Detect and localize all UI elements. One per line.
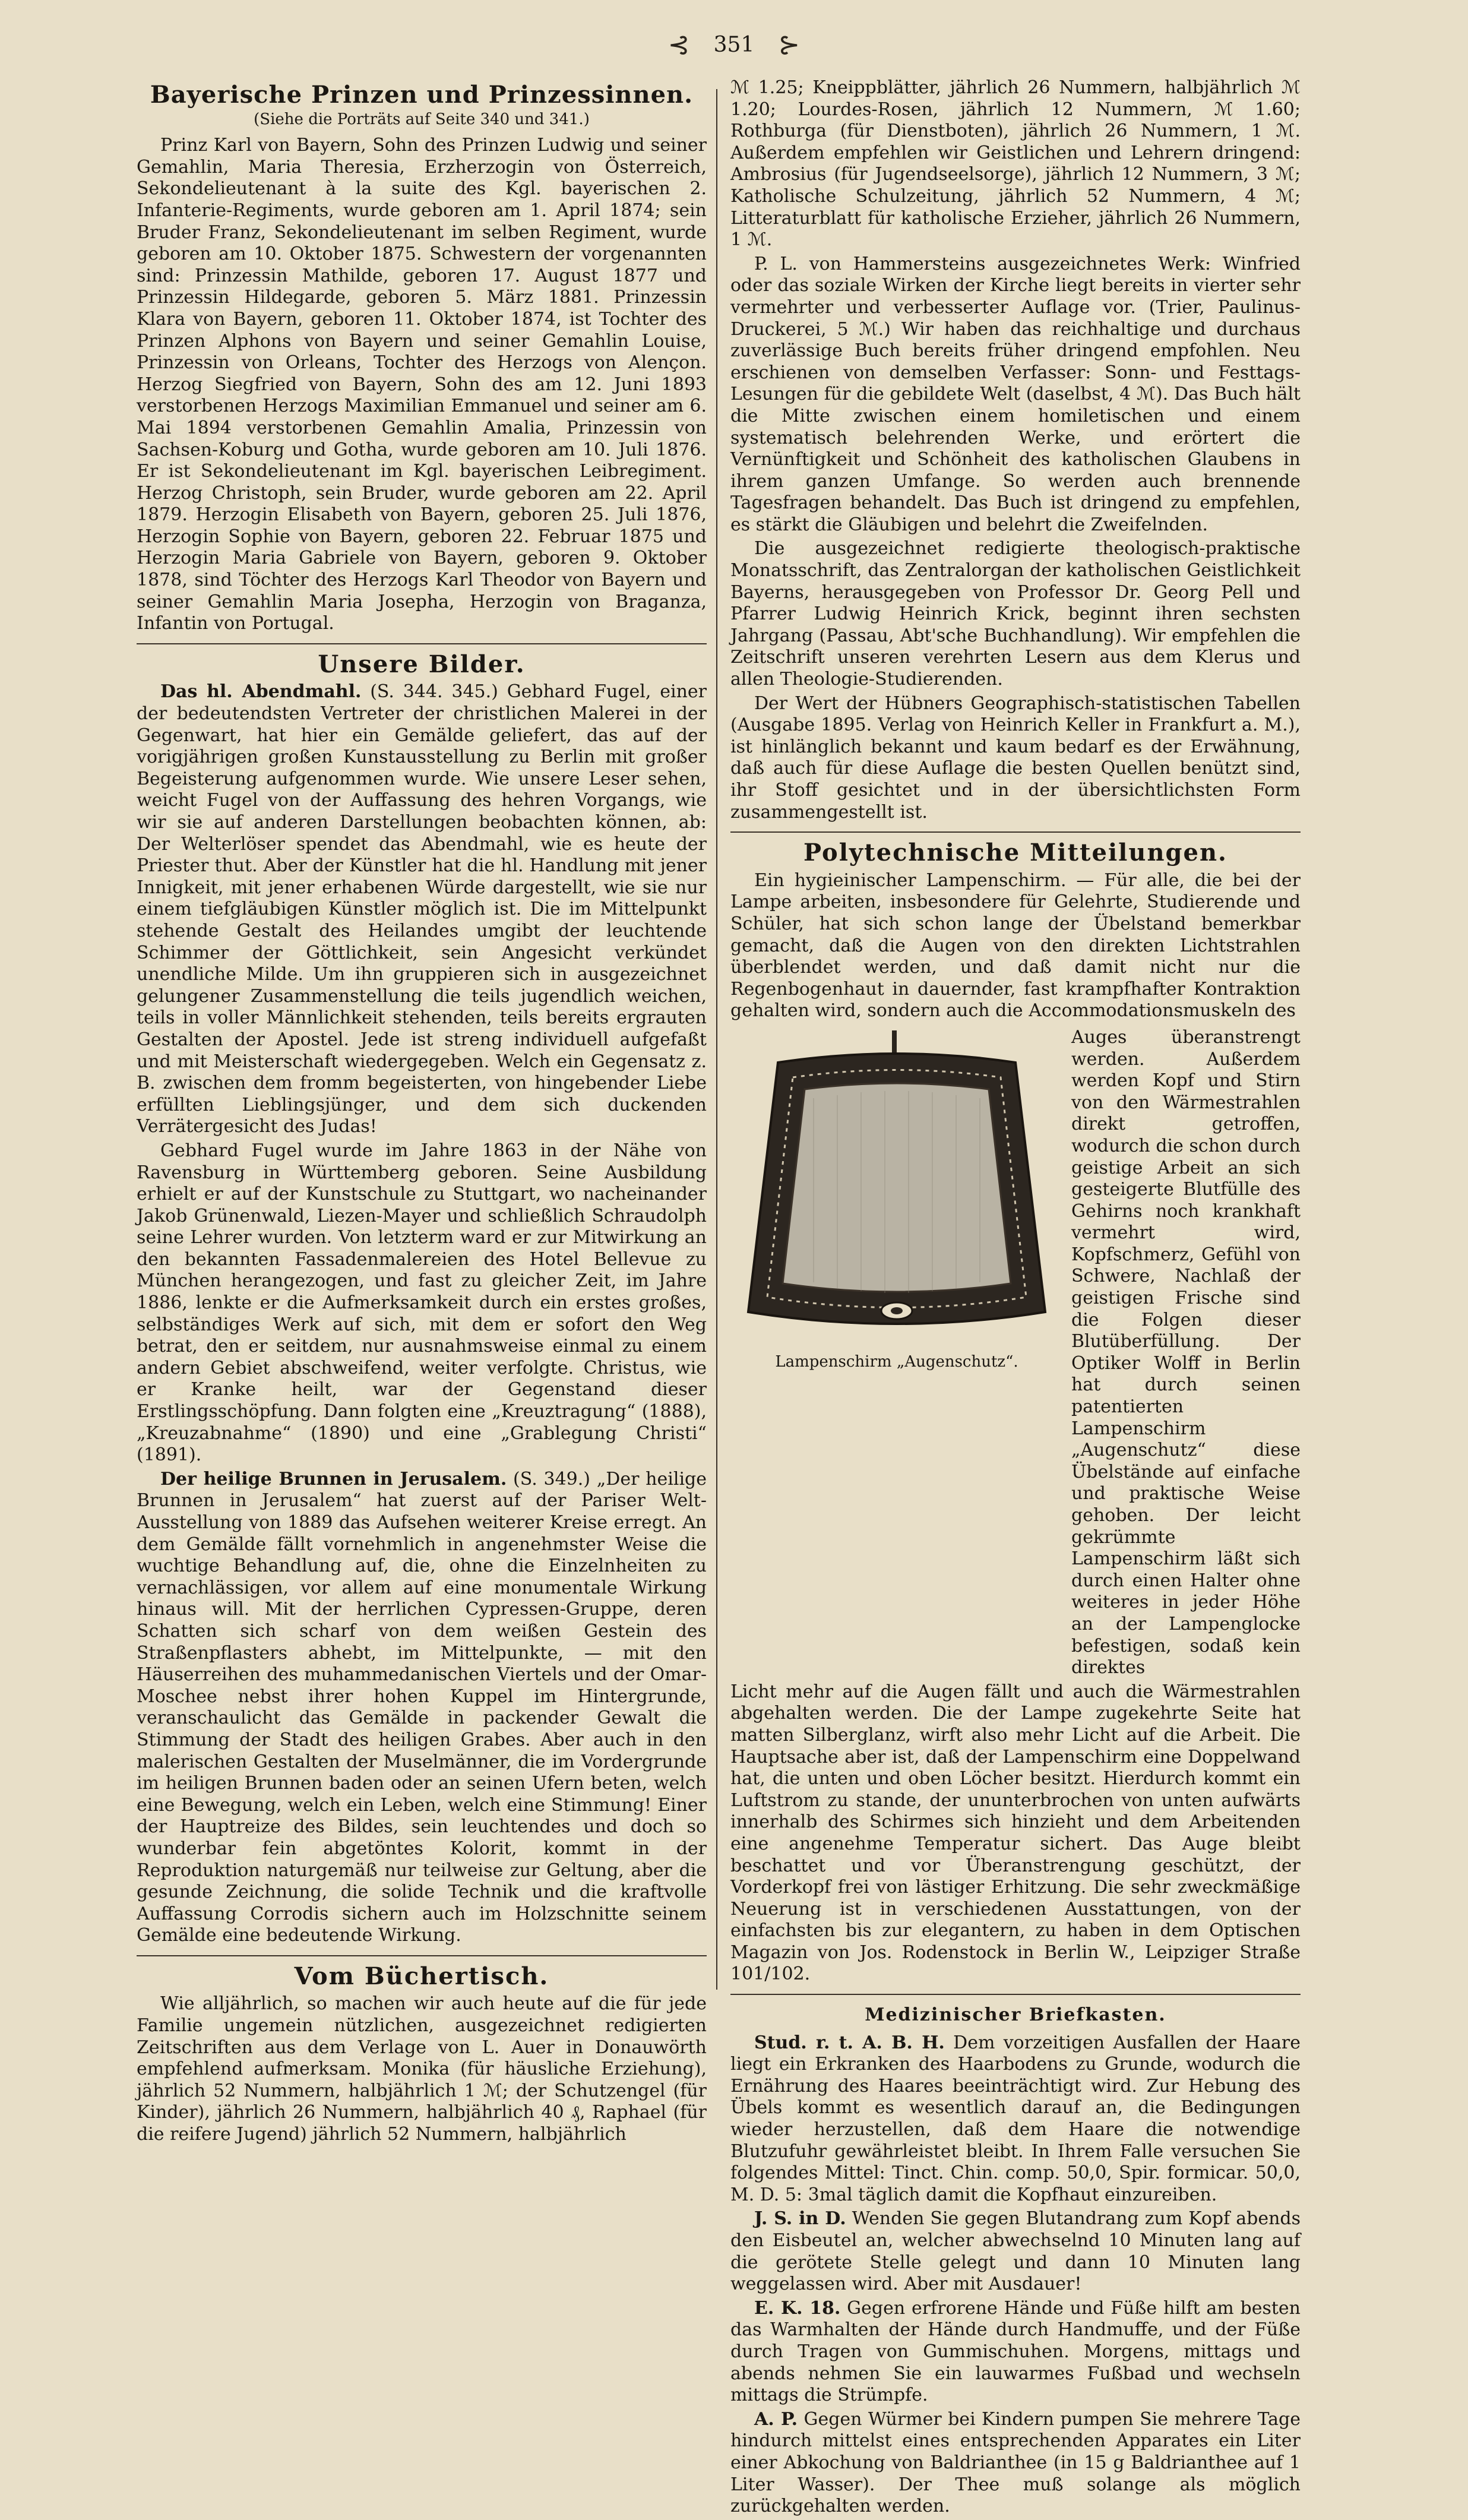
paragraph-lead: Der heilige Brunnen in Jerusalem. xyxy=(160,1468,507,1490)
briefkasten-list xyxy=(730,2032,1301,2518)
paragraph-books-continued: ℳ 1.25; Kneippblätter, jährlich 26 Nummern, halbjährlich ℳ 1.20; Lourdes-Rosen, jährlich 12 Nummern, ℳ 1.60; Rothburga (für Dienstboten), jährlich 26 Nummern, 1 ℳ. Außerdem empfehlen wir Geistlichen und Lehrern dringend: Ambrosius (für Jugendseelsorge), jährlich 12 Nummern, 3 ℳ; Katholische Schulzeitung, jährlich 52 Nummern, 4 ℳ; Litteraturblatt für katholische Erzieher, jährlich 26 Nummern, 1 ℳ. xyxy=(730,77,1301,251)
section-title-buechertisch: Vom Büchertisch. xyxy=(294,1962,549,1990)
paragraph-buechertisch: Wie alljährlich, so machen wir auch heute auf die für jede Familie ungemein nützlichen, ausgezeichnet redigierten Zeitschriften aus dem Verlage von L. Auer in Donauwörth empfehlend aufmerksam. Monika (für häusliche Erziehung), jährlich 52 Nummern, halbjährlich 1 ℳ; der Schutzengel (für Kinder), jährlich 26 Nummern, halbjährlich 40 ₰, Raphael (für die reifere Jugend) jährlich 52 Nummern, halbjährlich xyxy=(137,1993,707,2145)
ornament-right-icon: ⊱ xyxy=(778,29,801,60)
briefkasten-item-lead: A. P. xyxy=(754,2408,798,2430)
column-divider xyxy=(716,89,717,1990)
briefkasten-item xyxy=(730,2409,1301,2518)
briefkasten-item-text: Gegen erfrorene Hände und Füße hilft am besten das Warmhalten der Hände durch Handmuffe, und der Füße durch Tragen von Gummischuhen. Morgens, mittags und abends nehmen Sie ein lauwarmes Fußbad und wechseln mittags die Strümpfe. xyxy=(730,2297,1301,2406)
left-column xyxy=(137,77,707,2148)
paragraph-brunnen xyxy=(137,1469,707,1947)
briefkasten-item-lead: J. S. in D. xyxy=(754,2208,846,2230)
article-body-prinzen: Prinz Karl von Bayern, Sohn des Prinzen Ludwig und seiner Gemahlin, Maria Theresia, Erzherzogin von Österreich, Sekondelieutenant à la suite des Kgl. bayerischen 2. Infanterie-Regiments, wurde geboren am 1. April 1874; sein Bruder Franz, Sekondelieutenant im selben Regiment, wurde geboren am 10. Oktober 1875. Schwestern der vorgenannten sind: Prinzessin Mathilde, geboren 17. August 1877 und Prinzessin Hildegarde, geboren 5. März 1881. Prinzessin Klara von Bayern, geboren 11. Oktober 1874, ist Tochter des Prinzen Alphons von Bayern und seiner Gemahlin Louise, Prinzessin von Orleans, Tochter des Herzogs von Alençon. Herzog Siegfried von Bayern, Sohn des am 12. Juni 1893 verstorbenen Herzogs Maximilian Emmanuel und seiner am 6. Mai 1894 verstorbenen Gemahlin Amalia, Prinzessin von Sachsen-Koburg und Gotha, wurde geboren am 10. Juli 1876. Er ist Sekondelieutenant im Kgl. bayerischen Leibregiment. Herzog Christoph, sein Bruder, wurde geboren am 22. April 1879. Herzogin Elisabeth von Bayern, geboren 25. Juli 1876, Herzogin Sophie von Bayern, geboren 22. Februar 1875 und Herzogin Maria Gabriele von Bayern, geboren 9. Oktober 1878, sind Töchter des Herzogs Karl Theodor von Bayern und seiner Gemahlin Maria Josepha, Herzogin von Braganza, Infantin von Portugal. xyxy=(137,135,707,634)
figure-row xyxy=(730,1027,1301,1679)
article-title-prinzen: Bayerische Prinzen und Prinzessinnen. xyxy=(150,81,694,109)
paragraph-hammerstein: P. L. von Hammersteins ausgezeichnetes Werk: Winfried oder das soziale Wirken der Kirche liegt bereits in vierter sehr vermehrter und verbesserter Auflage vor. (Trier, Paulinus-Druckerei, 5 ℳ.) Wir haben das reichhaltige und durchaus zuverlässige Buch bereits früher dringend empfohlen. Neu erschienen von demselben Verfasser: Sonn- und Festtags-Lesungen für die gebildete Welt (daselbst, 4 ℳ). Das Buch hält die Mitte zwischen einem homiletischen und einem systematisch belehrenden Werke, und erörtert die Vernünftigkeit und Schönheit des katholischen Glaubens in ihrem ganzen Umfange. So werden auch brennende Tagesfragen behandelt. Das Buch ist dringend zu empfehlen, es stärkt die Gläubigen und belehrt die Zweifelnden. xyxy=(730,253,1301,535)
paragraph-lampenschirm-intro: Ein hygieinischer Lampenschirm. — Für alle, die bei der Lampe arbeiten, insbesondere für Gelehrte, Studierende und Schüler, hat sich schon lange der Übelstand bemerkbar gemacht, daß die Augen von den direkten Lichtstrahlen überblendet werden, und daß damit nicht nur die Regenbogenhaut in dauernder, fast krampfhafter Kontraktion gehalten wird, sondern auch die Accommodationsmuskeln des xyxy=(730,869,1301,1022)
paragraph-lampenschirm-beside: Auges überanstrengt werden. Außerdem werden Kopf und Stirn von den Wärmestrahlen direkt getroffen, wodurch die schon durch geistige Arbeit an sich gesteigerte Blutfülle des Gehirns noch krankhaft vermehrt wird, Kopfschmerz, Gefühl von Schwere, Nachlaß der geistigen Frische sind die Folgen dieser Blutüberfüllung. Der Optiker Wolff in Berlin hat durch seinen patentierten Lampenschirm „Augenschutz“ diese Übelstände auf einfache und praktische Weise gehoben. Der leicht gekrümmte Lampenschirm läßt sich durch einen Halter ohne weiteres in jeder Höhe an der Lampenglocke befestigen, sodaß kein direktes xyxy=(1071,1026,1301,1678)
briefkasten-item-text: Gegen Würmer bei Kindern pumpen Sie mehrere Tage hindurch mittelst eines entsprechenden Apparates ein Liter einer Abkochung von Baldrianthee (in 15 g Baldrianthee auf 1 Liter Wasser). Der Thee muß solange als möglich zurückgehalten werden. xyxy=(730,2408,1301,2517)
section-title-polytechnisch: Polytechnische Mitteilungen. xyxy=(803,839,1227,867)
ornament-left-icon: ⊰ xyxy=(667,29,690,60)
right-column xyxy=(730,77,1301,2520)
section-divider xyxy=(137,643,707,644)
section-divider xyxy=(730,831,1301,833)
lampshade-figure xyxy=(730,1027,1063,1679)
page-header xyxy=(0,24,1468,65)
section-divider xyxy=(730,1994,1301,1995)
paragraph-text: (S. 344. 345.) Gebhard Fugel, einer der bedeutendsten Vertreter der christlichen Malerei in der Gegenwart, hat hier ein Gemälde geliefert, das auf der vorigjährigen großen Kunstausstellung zu Berlin mit großer Begeisterung aufgenommen wurde. Wie unsere Leser sehen, weicht Fugel von der Auffassung des hehren Vorgangs, wie wir sie auf anderen Darstellungen beobachten können, ab: Der Welterlöser spendet das Abendmahl, wie es heute der Priester thut. Aber der Künstler hat die hl. Handlung mit jener Innigkeit, mit jener erhabenen Würde dargestellt, wie sie nur einem tiefgläubigen Künstler möglich ist. Die im Mittelpunkt stehende Gestalt des Heilandes umgibt der leuchtende Schimmer der Göttlichkeit, sein Angesicht verkündet unendliche Milde. Um ihn gruppieren sich in ausgezeichnet gelungener Zusammenstellung die teils jugendlich weichen, teils in voller Männlichkeit stehenden, teils bereits ergrauten Gestalten der Apostel. Jede ist streng individuell aufgefaßt und mit Meisterschaft wiedergegeben. Welch ein Gegensatz z. B. zwischen dem fromm begeisterten, von hingebender Liebe erfüllten Lieblingsjünger, und dem sich duckenden Verrätergesicht des Judas! xyxy=(137,681,707,1137)
article-subtitle-prinzen: (Siehe die Porträts auf Seite 340 und 341.) xyxy=(254,110,590,128)
briefkasten-item xyxy=(730,2298,1301,2407)
lampshade-illustration-icon xyxy=(736,1027,1057,1348)
paragraph-lampenschirm-after: Licht mehr auf die Augen fällt und auch die Wärmestrahlen abgehalten werden. Die der Lampe zugekehrte Seite hat matten Silberglanz, wirft also mehr Licht auf die Arbeit. Die Hauptsache aber ist, daß der Lampenschirm eine Doppelwand hat, die unten und oben Löcher besitzt. Hierdurch kommt ein Luftstrom zu stande, der ununterbrochen von unten aufwärts innerhalb des Schirmes sich hinzieht und dem Arbeitenden eine angenehme Temperatur sichert. Das Auge bleibt beschattet und vor Überanstrengung geschützt, der Vorderkopf frei von lästiger Erhitzung. Die sehr zweckmäßige Neuerung ist in verschiedenen Ausstattungen, von der einfachsten bis zur elegantern, zu haben in dem Optischen Magazin von Jos. Rodenstock in Berlin W., Leipziger Straße 101/102. xyxy=(730,1681,1301,1985)
briefkasten-item-text: Wenden Sie gegen Blutandrang zum Kopf abends den Eisbeutel an, welcher abwechselnd 10 Minuten lang auf die gerötete Stelle gelegt und dann 10 Minuten lang weggelassen wird. Aber mit Ausdauer! xyxy=(730,2208,1301,2295)
paragraph-monatsschrift: Die ausgezeichnet redigierte theologisch-praktische Monatsschrift, das Zentralorgan der katholischen Geistlichkeit Bayerns, herausgegeben von Professor Dr. Georg Pell und Pfarrer Ludwig Heinrich Krick, beginnt ihren sechsten Jahrgang (Passau, Abt'sche Buchhandlung). Wir empfehlen die Zeitschrift unseren verehrten Lesern aus dem Klerus und allen Theologie-Studierenden. xyxy=(730,538,1301,690)
briefkasten-item xyxy=(730,2032,1301,2206)
page-number: 351 xyxy=(713,32,755,57)
section-title-bilder: Unsere Bilder. xyxy=(318,650,526,678)
section-title-briefkasten: Medizinischer Briefkasten. xyxy=(865,2004,1166,2026)
briefkasten-item-lead: Stud. r. t. A. B. H. xyxy=(754,2032,945,2053)
paragraph-lead: Das hl. Abendmahl. xyxy=(160,681,362,703)
briefkasten-item xyxy=(730,2208,1301,2295)
paragraph-huebner: Der Wert der Hübners Geographisch-statistischen Tabellen (Ausgabe 1895. Verlag von Heinrich Keller in Frankfurt a. M.), ist hinlänglich bekannt und kaum bedarf es der Erwähnung, daß auch für diese Auflage die besten Quellen benützt sind, ihr Stoff gesichtet und in der übersichtlichsten Form zusammengestellt ist. xyxy=(730,693,1301,823)
paragraph-text: (S. 349.) „Der heilige Brunnen in Jerusalem“ hat zuerst auf der Pariser Welt-Ausstellung von 1889 das Aufsehen weiterer Kreise erregt. An dem Gemälde fällt vornehmlich in angenehmster Weise die wuchtige Behandlung auf, die, ohne die Einzelnheiten zu vernachlässigen, vor allem auf eine monumentale Wirkung hinaus will. Mit der herrlichen Cypressen-Gruppe, deren Schatten sich scharf von dem weißen Gestein des Straßenpflasters abhebt, im Mittelpunkte, — mit den Häuserreihen des muhammedanischen Viertels und der Omar-Moschee nebst ihrer hohen Kuppel im Hintergrunde, veranschaulicht das Gemälde in packender Gewalt die Stimmung der Stadt des heiligen Grabes. Aber auch in den malerischen Gestalten der Muselmänner, die im Vordergrunde im heiligen Brunnen baden oder an seinen Ufern beten, welch eine Bewegung, welch ein Leben, welch eine Stimmung! Einer der Hauptreize des Bildes, sein leuchtendes und doch so wunderbar fein abgetöntes Kolorit, kommt in der Reproduktion naturgemäß nur teilweise zur Geltung, aber die gesunde Zeichnung, die solide Technik und die kraftvolle Auffassung Corrodis sichern auch im Holzschnitte seinem Gemälde eine bedeutende Wirkung. xyxy=(137,1468,707,1946)
paragraph-fugel: Gebhard Fugel wurde im Jahre 1863 in der Nähe von Ravensburg in Württemberg geboren. Seine Ausbildung erhielt er auf der Kunstschule zu Stuttgart, wo nacheinander Jakob Grünenwald, Liezen-Mayer und schließlich Schraudolph seine Lehrer wurden. Von letzterm ward er zur Mitwirkung an den bekannten Fassadenmalereien des Hotel Bellevue zu München herangezogen, und fast zu gleicher Zeit, im Jahre 1886, lenkte er die Aufmerksamkeit durch ein erstes großes, selbständiges Werk auf sich, mit dem er sofort den Weg betrat, den er seitdem, nur ausnahmsweise einmal zu einem andern Gebiet abschweifend, weiter verfolgte. Christus, wie er Kranke heilt, war der Gegenstand dieser Erstlingsschöpfung. Dann folgten eine „Kreuztragung“ (1888), „Kreuzabnahme“ (1890) und eine „Grablegung Christi“ (1891). xyxy=(137,1140,707,1466)
figure-caption: Lampenschirm „Augenschutz“. xyxy=(775,1352,1018,1371)
section-divider xyxy=(137,1955,707,1956)
briefkasten-item-lead: E. K. 18. xyxy=(754,2297,841,2319)
briefkasten-item-text: Dem vorzeitigen Ausfallen der Haare liegt ein Erkranken des Haarbodens zu Grunde, wodurch die Ernährung des Haares beeinträchtigt wird. Zur Hebung des Übels kommt es wesentlich darauf an, die Bedingungen wieder herzustellen, daß dem Haare die notwendige Blutzufuhr gewährleistet bleibt. In Ihrem Falle versuchen Sie folgendes Mittel: Tinct. Chin. comp. 50,0, Spir. formicar. 50,0, M. D. 5: 3mal täglich damit die Kopfhaut einzureiben. xyxy=(730,2032,1301,2205)
paragraph-abendmahl xyxy=(137,681,707,1137)
